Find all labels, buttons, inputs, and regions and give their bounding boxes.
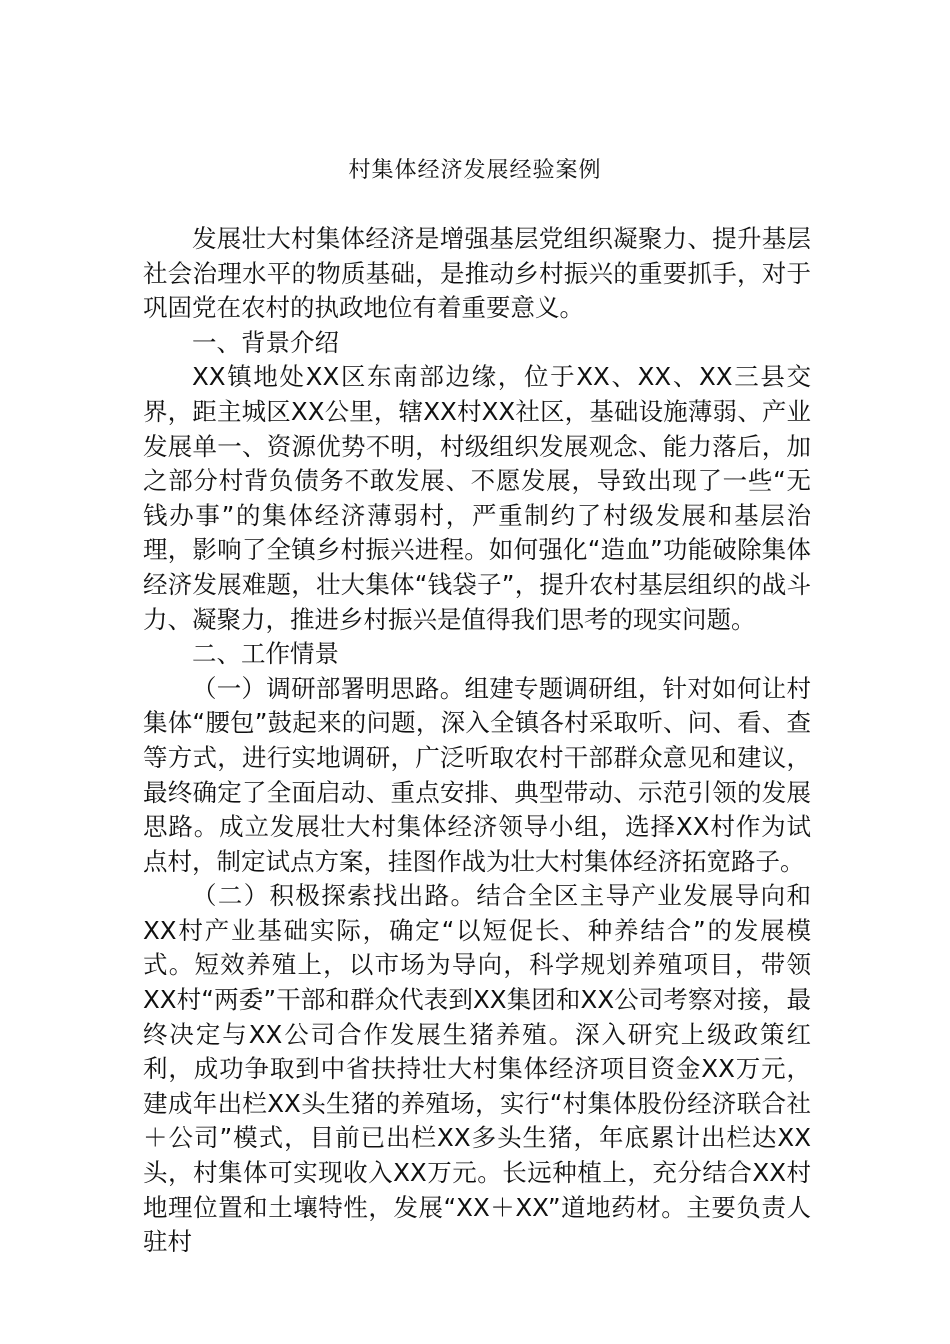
section-heading-background: 一、背景介绍 bbox=[192, 327, 339, 357]
document-body bbox=[143, 222, 811, 1260]
intro-paragraph: 发展壮大村集体经济是增强基层党组织凝聚力、提升基层社会治理水平的物质基础，是推动乡村振兴的重要抓手，对于巩固党在农村的执政地位有着重要意义。 bbox=[143, 224, 811, 323]
work-paragraph-2: （二）积极探索找出路。结合全区主导产业发展导向和XX村产业基础实际，确定“以短促长、种养结合”的发展模式。短效养殖上，以市场为导向，科学规划养殖项目，带领XX村“两委”干部和群众代表到XX集团和XX公司考察对接，最终决定与XX公司合作发展生猪养殖。深入研究上级政策红利，成功争取到中省扶持壮大村集体经济项目资金XX万元，建成年出栏XX头生猪的养殖场，实行“村集体股份经济联合社＋公司”模式，目前已出栏XX多头生猪，年底累计出栏达XX头，村集体可实现收入XX万元。长远种植上，充分结合XX村地理位置和土壤特性，发展“XX＋XX”道地药材。主要负责人驻村 bbox=[143, 881, 811, 1257]
work-paragraph-1: （一）调研部署明思路。组建专题调研组，针对如何让村集体“腰包”鼓起来的问题，深入全镇各村采取听、问、看、查等方式，进行实地调研，广泛听取农村干部群众意见和建议，最终确定了全面启动、重点安排、典型带动、示范引领的发展思路。成立发展壮大村集体经济领导小组，选择XX村作为试点村，制定试点方案，挂图作战为壮大村集体经济拓宽路子。 bbox=[143, 673, 811, 876]
document-title: 村集体经济发展经验案例 bbox=[348, 158, 602, 183]
background-paragraph: XX镇地处XX区东南部边缘，位于XX、XX、XX三县交界，距主城区XX公里，辖XX村XX社区，基础设施薄弱、产业发展单一、资源优势不明，村级组织发展观念、能力落后，加之部分村背负债务不敢发展、不愿发展，导致出现了一些“无钱办事”的集体经济薄弱村，严重制约了村级发展和基层治理，影响了全镇乡村振兴进程。如何强化“造血”功能破除集体经济发展难题，壮大集体“钱袋子”，提升农村基层组织的战斗力、凝聚力，推进乡村振兴是值得我们思考的现实问题。 bbox=[143, 362, 811, 634]
section-heading-work: 二、工作情景 bbox=[192, 639, 339, 669]
